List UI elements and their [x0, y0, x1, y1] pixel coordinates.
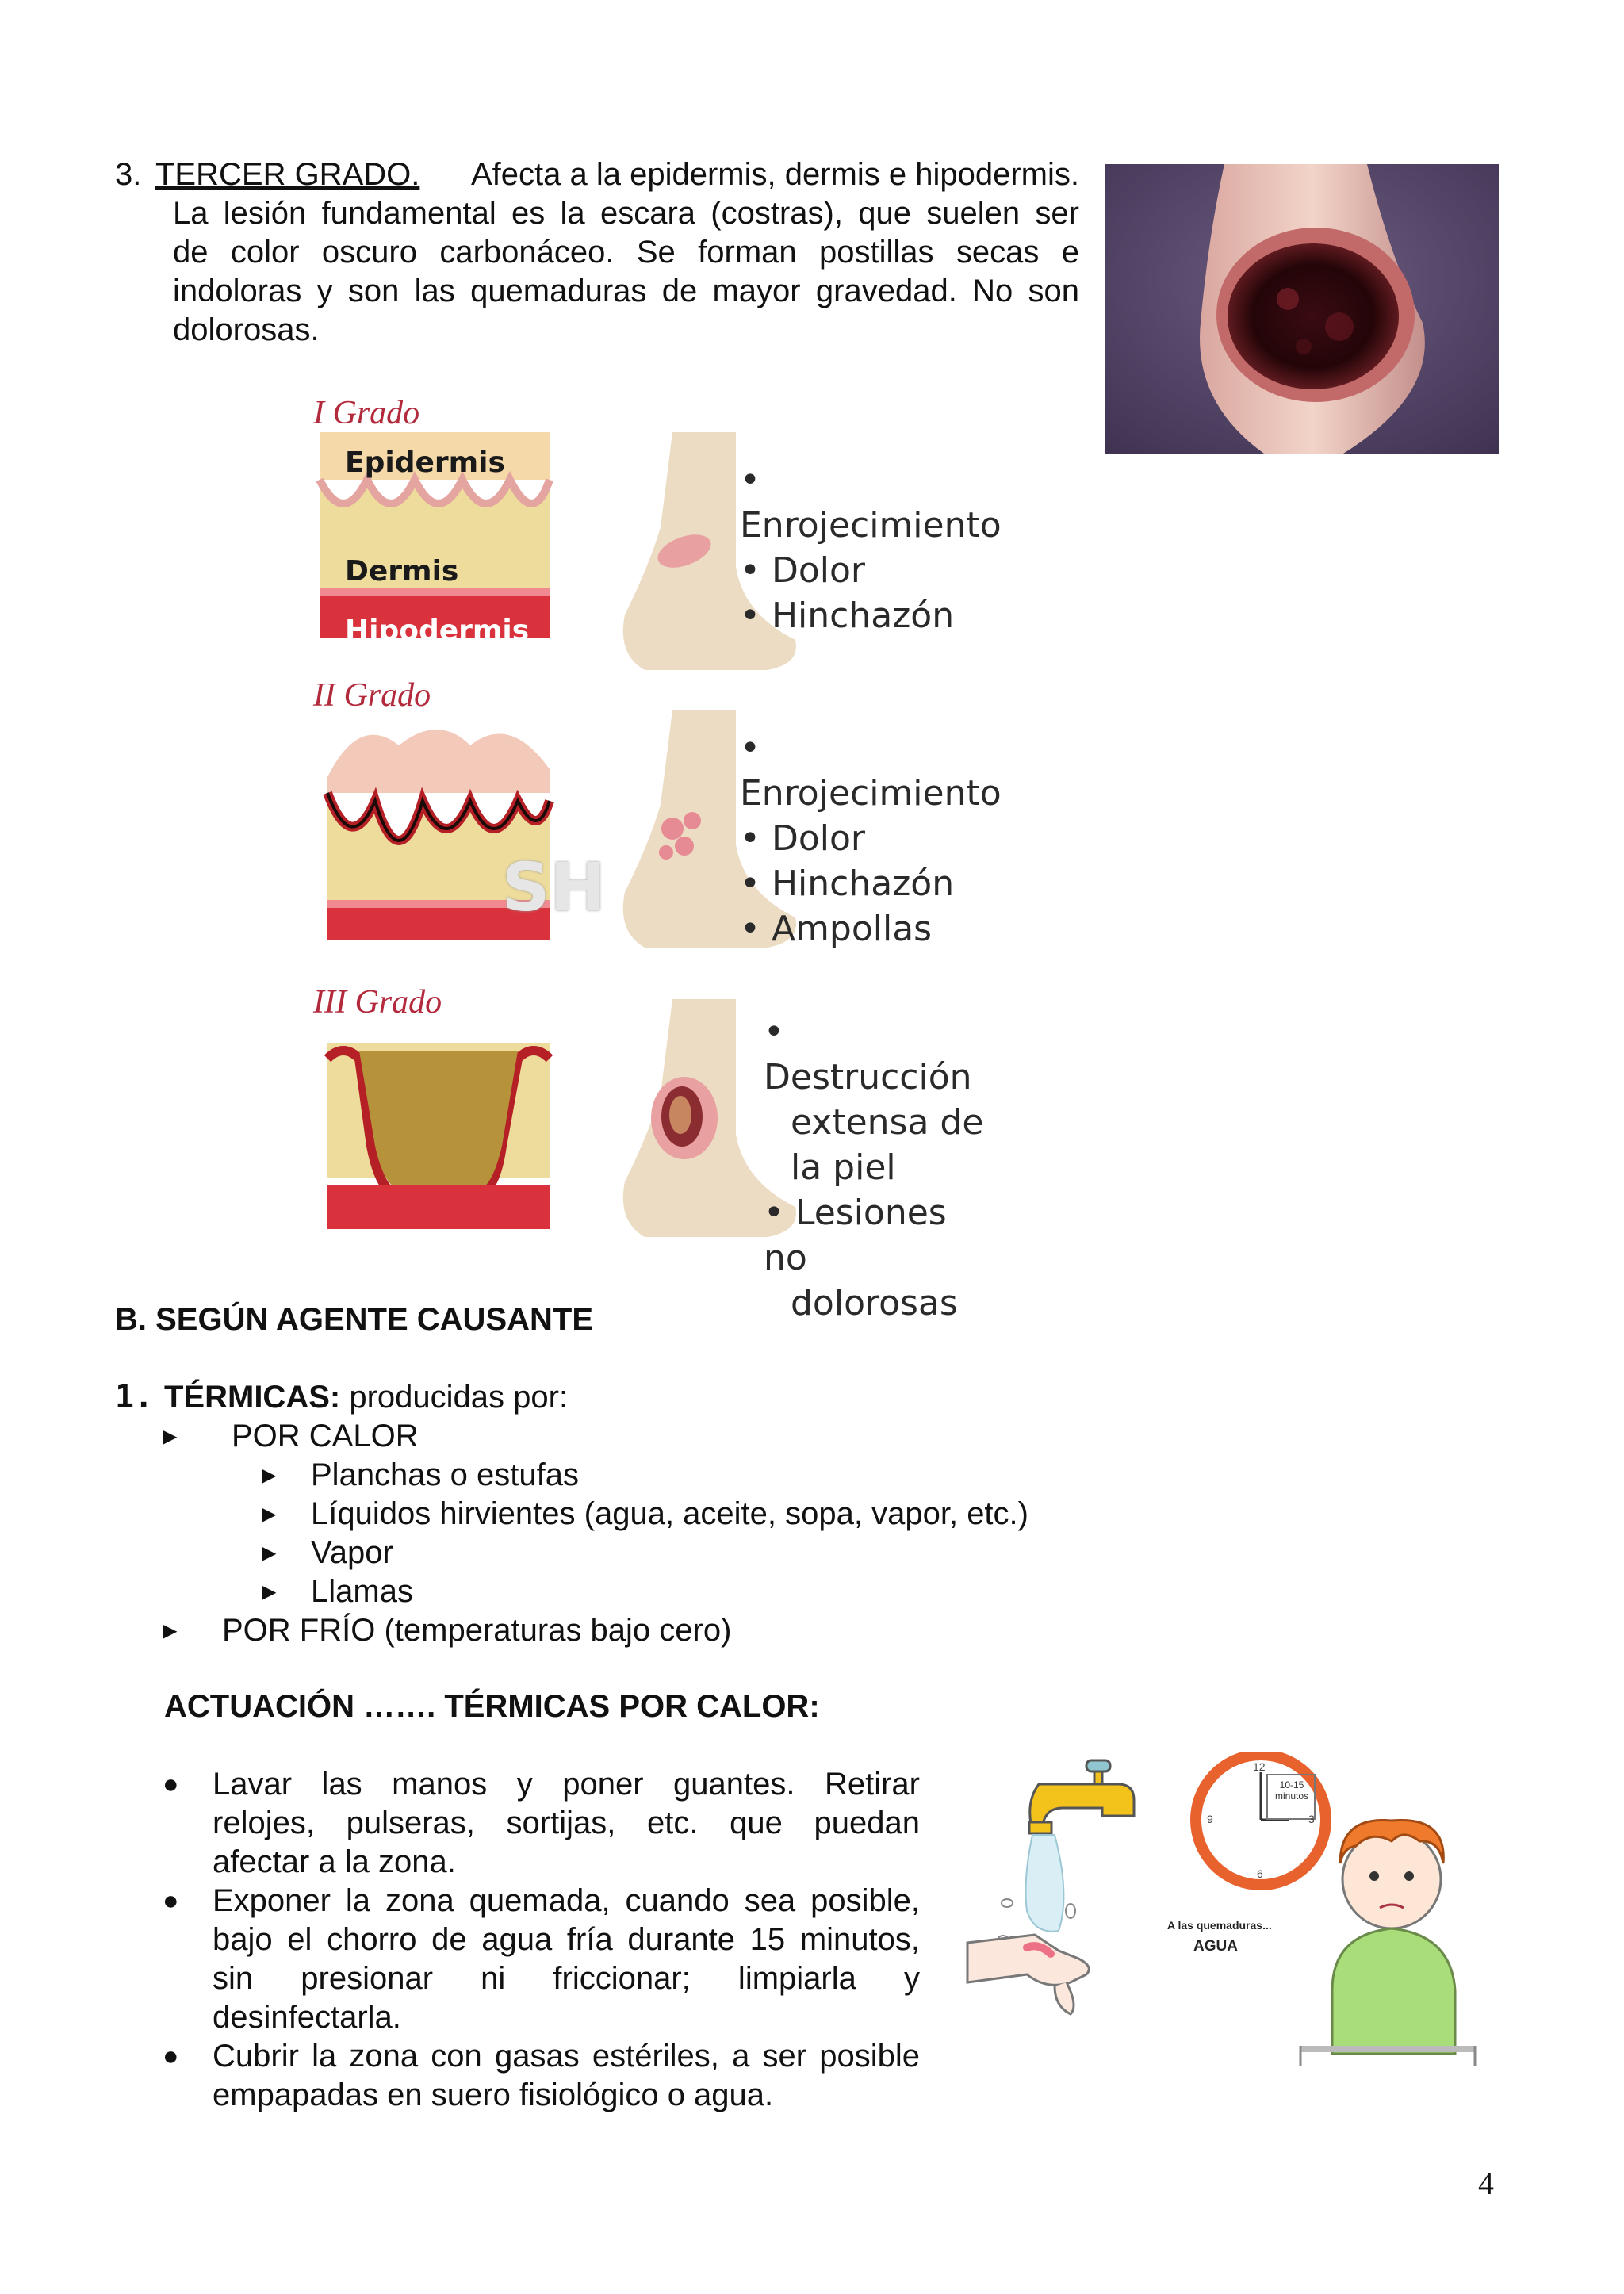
tercer-grado-line-1-text: Afecta a la epidermis, dermis e hipodermis.	[471, 157, 1079, 192]
tap-and-hand-drawing	[959, 1752, 1507, 2070]
grado-2-label: II Grado	[313, 677, 431, 714]
clock-label	[1270, 1779, 1313, 1802]
actuacion-item-2-line-3: sin presionar ni friccionar; limpiarla y	[213, 1961, 920, 1996]
termicas-intro: producidas por:	[349, 1380, 569, 1415]
actuacion-item-3	[213, 2037, 920, 2115]
tercer-grado-paragraph	[155, 155, 1079, 194]
tercer-grado-body	[173, 194, 1079, 350]
grado-1-symptom-1: • Enrojecimiento	[740, 460, 1002, 546]
grado-2-symptom-4: • Ampollas	[740, 909, 933, 949]
actuacion-item-2-line-4: desinfectarla.	[213, 2000, 401, 2035]
grado-2-symptom-1: • Enrojecimiento	[740, 728, 1002, 814]
clock-label-line-1: 10-15	[1279, 1779, 1304, 1790]
grado-3-label: III Grado	[313, 984, 442, 1021]
grado-2-symptom-2: • Dolor	[740, 818, 865, 859]
skin-burn-degrees-figure	[304, 385, 1002, 1323]
grado-3-symptom-2-cont: dolorosas	[791, 1283, 958, 1323]
actuacion-item-1-line-2: relojes, pulseras, sortijas, etc. que puedan	[213, 1806, 920, 1840]
actuacion-item-2-line-1: Exponer la zona quemada, cuando sea posible,	[213, 1883, 920, 1918]
clock-label-line-2: minutos	[1274, 1790, 1309, 1802]
actuacion-heading: ACTUACIÓN ……. TÉRMICAS POR CALOR:	[164, 1689, 820, 1724]
actuacion-item-1	[213, 1765, 920, 1882]
actuacion-item-3-bullet: ●	[163, 2041, 179, 2071]
calor-item-3-bullet: ▶	[262, 1542, 277, 1564]
layer-label-hipodermis: Hipodermis	[345, 615, 530, 647]
grado-3-symptom-2: • Lesiones no	[764, 1193, 947, 1278]
clock-number-9: 9	[1207, 1813, 1213, 1825]
clock-number-3: 3	[1308, 1813, 1315, 1825]
calor-item-2-bullet: ▶	[262, 1503, 277, 1525]
termicas-number: 1.	[115, 1379, 154, 1415]
watermark-sh: SH	[502, 848, 606, 926]
grado-1-symptom-3: • Hinchazón	[740, 596, 955, 636]
illustration-caption: A las quemaduras...	[1167, 1919, 1272, 1932]
calor-item-1: Planchas o estufas	[311, 1457, 579, 1492]
por-calor-bullet: ▶	[163, 1426, 178, 1447]
calor-item-1-bullet: ▶	[262, 1465, 277, 1486]
page-number: 4	[1478, 2166, 1494, 2201]
tercer-grado-number: 3.	[115, 157, 142, 192]
actuacion-item-3-line-1: Cubrir la zona con gasas estériles, a ser posible	[213, 2039, 920, 2074]
actuacion-item-2-line-2: bajo el chorro de agua fría durante 15 minutos,	[213, 1922, 920, 1957]
grado-1-symptom-2: • Dolor	[740, 550, 865, 591]
illustration-word-agua: AGUA	[1193, 1938, 1238, 1955]
tercer-grado-line-4: indoloras y son las quemaduras de mayor gravedad. No son	[173, 274, 1079, 308]
grado-3-symptom-1-cont-b: la piel	[791, 1147, 896, 1188]
calor-item-4-bullet: ▶	[262, 1581, 277, 1603]
actuacion-item-1-line-1: Lavar las manos y poner guantes. Retirar	[213, 1767, 920, 1802]
third-degree-burn-photo	[1105, 164, 1499, 454]
tercer-grado-line-5: dolorosas.	[173, 312, 320, 347]
actuacion-item-3-line-2: empapadas en suero fisiológico o agua.	[213, 2078, 774, 2112]
calor-item-4: Llamas	[311, 1574, 413, 1609]
tercer-grado-title: TERCER GRADO.	[155, 157, 420, 192]
grado-1-label: I Grado	[313, 395, 420, 431]
layer-label-dermis: Dermis	[345, 555, 459, 588]
por-calor-label: POR CALOR	[232, 1419, 419, 1453]
termicas-heading	[115, 1378, 568, 1417]
termicas-title: TÉRMICAS:	[164, 1380, 341, 1415]
burn-photo-image	[1105, 164, 1499, 454]
por-frio-bullet: ▶	[163, 1620, 178, 1641]
actuacion-item-1-bullet: ●	[163, 1769, 179, 1799]
actuacion-item-2-bullet: ●	[163, 1886, 179, 1916]
clock-number-12: 12	[1253, 1760, 1266, 1773]
grado-3-symptom-1: • Destrucción	[764, 1012, 972, 1097]
clock-number-6: 6	[1257, 1867, 1263, 1880]
tercer-grado-line-2: La lesión fundamental es la escara (costras), que suelen ser	[173, 196, 1079, 231]
tercer-grado-line-3: de color oscuro carbonáceo. Se forman postillas secas e	[173, 235, 1079, 270]
actuacion-item-1-line-3: afectar a la zona.	[213, 1844, 456, 1879]
grado-1-symptoms	[740, 458, 1002, 638]
por-frio-label: POR FRÍO (temperaturas bajo cero)	[222, 1613, 732, 1648]
burn-water-illustration	[959, 1752, 1507, 2070]
calor-item-3: Vapor	[311, 1535, 393, 1570]
actuacion-item-2	[213, 1882, 920, 2037]
section-b-heading: B. SEGÚN AGENTE CAUSANTE	[115, 1302, 594, 1337]
tercer-grado-line-1	[155, 155, 1079, 194]
grado-3-symptom-1-cont-a: extensa de	[791, 1102, 984, 1143]
grado-3-skin-diagram	[312, 1027, 557, 1233]
layer-label-epidermis: Epidermis	[345, 446, 505, 479]
grado-2-symptoms	[740, 726, 1002, 952]
grado-2-symptom-3: • Hinchazón	[740, 864, 955, 904]
calor-item-2: Líquidos hirvientes (agua, aceite, sopa, vapor, etc.)	[311, 1496, 1028, 1531]
grado-3-symptoms	[764, 1009, 994, 1326]
